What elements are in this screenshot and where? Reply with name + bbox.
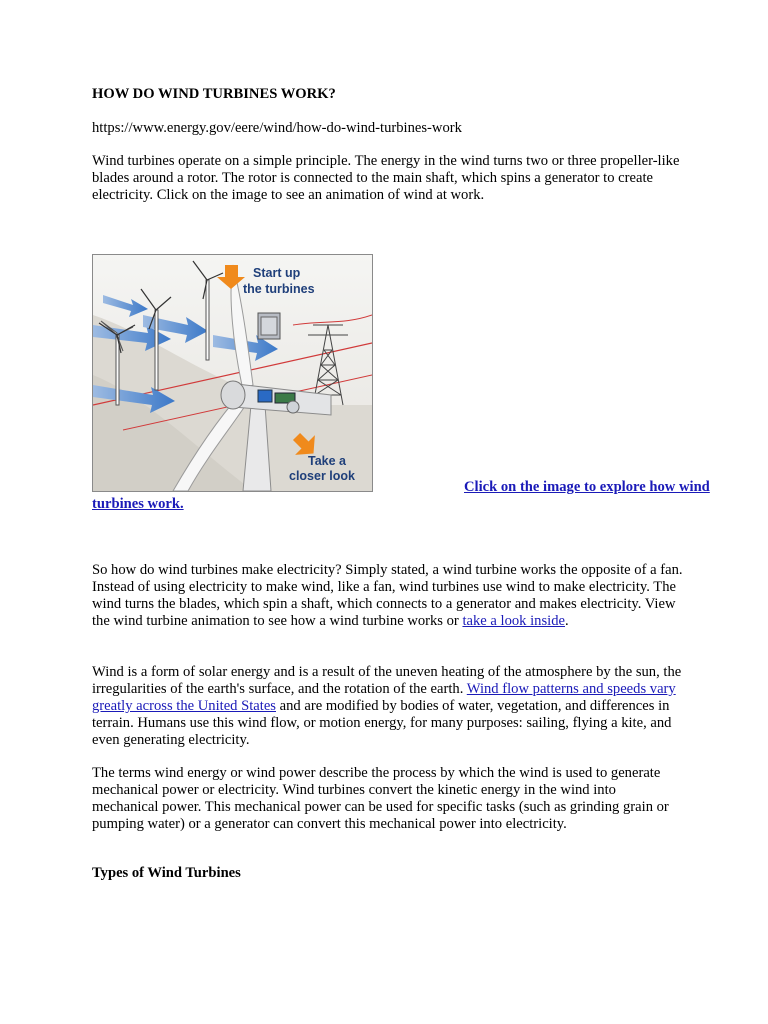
solar-paragraph-text-after: and are modified by bodies of water, vegetation, and differences in terrain. Humans use this wind flow, or motion energy, for many purposes: sailing, flying a kite, and even generating electricity. — [92, 698, 672, 748]
intro-paragraph: Wind turbines operate on a simple principle. The energy in the wind turns two or three propeller-like blades around a rotor. The rotor is connected to the main shaft, which spins a generator to create electricity. Click on the image to see an animation of wind at work. — [92, 153, 680, 203]
page-title: HOW DO WIND TURBINES WORK? — [92, 86, 336, 102]
how-paragraph — [92, 562, 684, 630]
take-a-look-inside-link[interactable]: take a look inside — [462, 613, 565, 629]
start-up-label-line2: the turbines — [243, 282, 315, 296]
wind-flow-patterns-link[interactable]: Wind flow patterns and speeds vary greatly across the United States — [92, 681, 676, 714]
figure-block — [92, 254, 710, 512]
closer-look-label: Take a — [308, 454, 346, 468]
solar-energy-paragraph — [92, 664, 684, 749]
source-url: https://www.energy.gov/eere/wind/how-do-wind-turbines-work — [92, 120, 462, 136]
how-paragraph-end: . — [565, 613, 569, 629]
figure-caption-link[interactable]: Click on the image to explore how wind — [464, 479, 710, 495]
solar-paragraph-text: Wind is a form of solar energy and is a result of the uneven heating of the atmosphere by the sun, the irregularities of the earth's surface, and the rotation of the earth. — [92, 664, 682, 697]
types-heading: Types of Wind Turbines — [92, 865, 241, 881]
wind-energy-paragraph: The terms wind energy or wind power describe the process by which the wind is used to generate mechanical power or electricity. Wind turbines convert the kinetic energy in the wind into mechanical power. This mechanical power can be used for specific tasks (such as grinding grain or pumping water) or a generator can convert this mechanical power into electricity. — [92, 765, 669, 832]
start-up-label: Start up — [253, 266, 301, 280]
how-paragraph-text: So how do wind turbines make electricity? Simply stated, a wind turbine works the opposite of a fan. Instead of using electricity to make wind, like a fan, wind turbines use wind to make electricity. The wind turns the blades, which spin a shaft, which connects to a generator and makes electricity. View the wind turbine animation to see how a wind turbine works or — [92, 562, 683, 629]
wind-turbine-illustration[interactable] — [92, 254, 373, 492]
figure-caption-link-continued[interactable]: turbines work. — [92, 496, 184, 512]
closer-look-label-line2: closer look — [289, 469, 355, 483]
turbine-diagram — [93, 255, 372, 491]
